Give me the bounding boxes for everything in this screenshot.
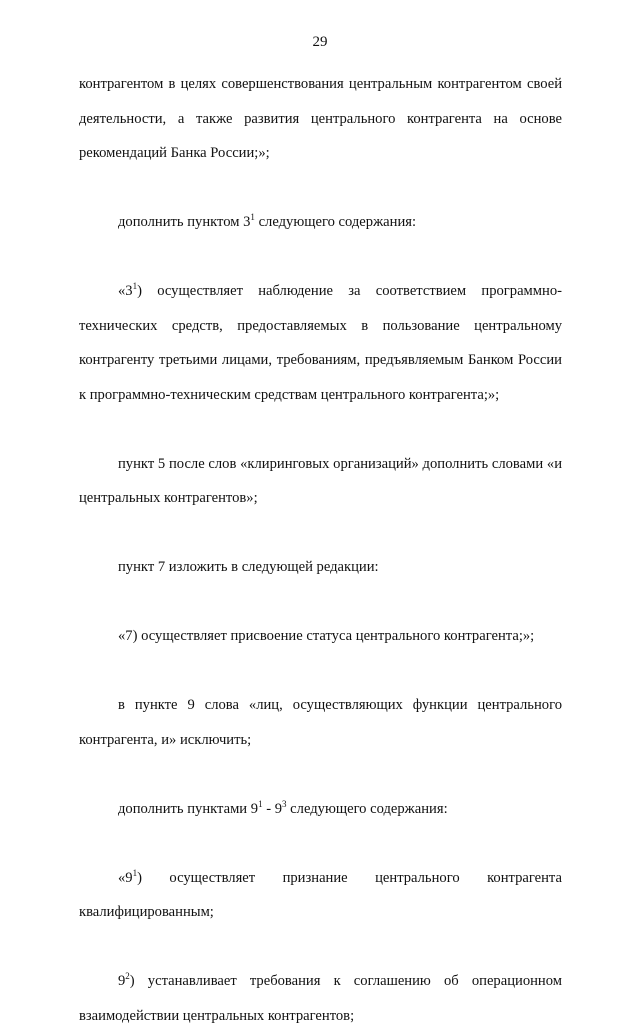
- text-line: ) устанавливает требования к соглашению об операционном: [129, 973, 562, 989]
- text-segment: [118, 861, 142, 896]
- superscript: 1: [258, 798, 263, 809]
- paragraph-point-5: [79, 447, 562, 516]
- page-number: 29: [312, 34, 328, 50]
- text-line: контрагента, и» исключить;: [79, 731, 252, 748]
- text-segment: 9: [118, 973, 126, 989]
- text-segment: ): [137, 869, 142, 886]
- paragraph-point-9-2: [79, 964, 562, 1033]
- text-line: в пункте 9 слова «лиц, осуществляющих функции центрального: [118, 697, 562, 713]
- text-segment: «3: [118, 283, 133, 299]
- superscript: 3: [282, 798, 287, 809]
- paragraph-point-7-text: [79, 619, 562, 654]
- paragraph-add-point-3-1: [79, 205, 562, 240]
- paragraph-point-7: [79, 550, 562, 585]
- text-segment: центрального: [375, 869, 460, 886]
- text-line: своей деятельности, а также развития центрального контрагента на основе: [79, 76, 562, 127]
- text-segment: - 9: [262, 800, 283, 817]
- text-line: квалифицированным;: [79, 904, 214, 920]
- superscript: 1: [132, 281, 138, 292]
- text-segment: признание: [282, 869, 348, 886]
- text-line: пункт 7 изложить в следующей редакции:: [118, 559, 379, 575]
- superscript: 1: [250, 212, 255, 223]
- paragraph-point-9: [79, 688, 562, 757]
- text-segment: следующего содержания:: [286, 800, 448, 817]
- text-segment: «9: [118, 869, 133, 886]
- text-line: контрагентом в целях совершенствования центральным контрагентом: [79, 76, 522, 92]
- paragraph-point-9-1-line2: [79, 895, 562, 930]
- paragraph-point-9-1-line1: [79, 861, 562, 896]
- paragraph-point-3-1: [79, 274, 562, 412]
- text-line: взаимодействии центральных контрагентов;: [79, 1007, 355, 1024]
- paragraph-add-points-9-1-9-3: [79, 792, 562, 827]
- text-line: России к программно-техническим средствам центрального контрагента;»;: [79, 352, 562, 403]
- paragraph-continuation: [79, 67, 562, 171]
- text-segment: дополнить пунктами 9: [118, 800, 259, 817]
- text-segment: осуществляет: [169, 869, 256, 886]
- text-line: «и центральных контрагентов»;: [79, 455, 562, 506]
- text-line: ) осуществляет наблюдение за соответствием программно-: [137, 283, 562, 299]
- text-segment: дополнить пунктом 3: [118, 214, 251, 230]
- superscript: 1: [132, 867, 138, 878]
- text-line: рекомендаций Банка России;»;: [79, 145, 270, 161]
- document-body: [79, 67, 562, 1033]
- text-line: контрагенту третьими лицами, требованиям, предъявляемым Банком: [79, 352, 514, 368]
- text-segment: контрагента: [487, 869, 562, 886]
- text-line: пункт 5 после слов «клиринговых организаций» дополнить словами: [118, 455, 544, 472]
- superscript: 2: [125, 971, 130, 982]
- text-line: технических средств, предоставляемых в пользование центральному: [79, 317, 562, 334]
- text-segment: следующего содержания:: [254, 214, 417, 230]
- text-line: «7) осуществляет присвоение статуса центрального контрагента;»;: [118, 628, 535, 644]
